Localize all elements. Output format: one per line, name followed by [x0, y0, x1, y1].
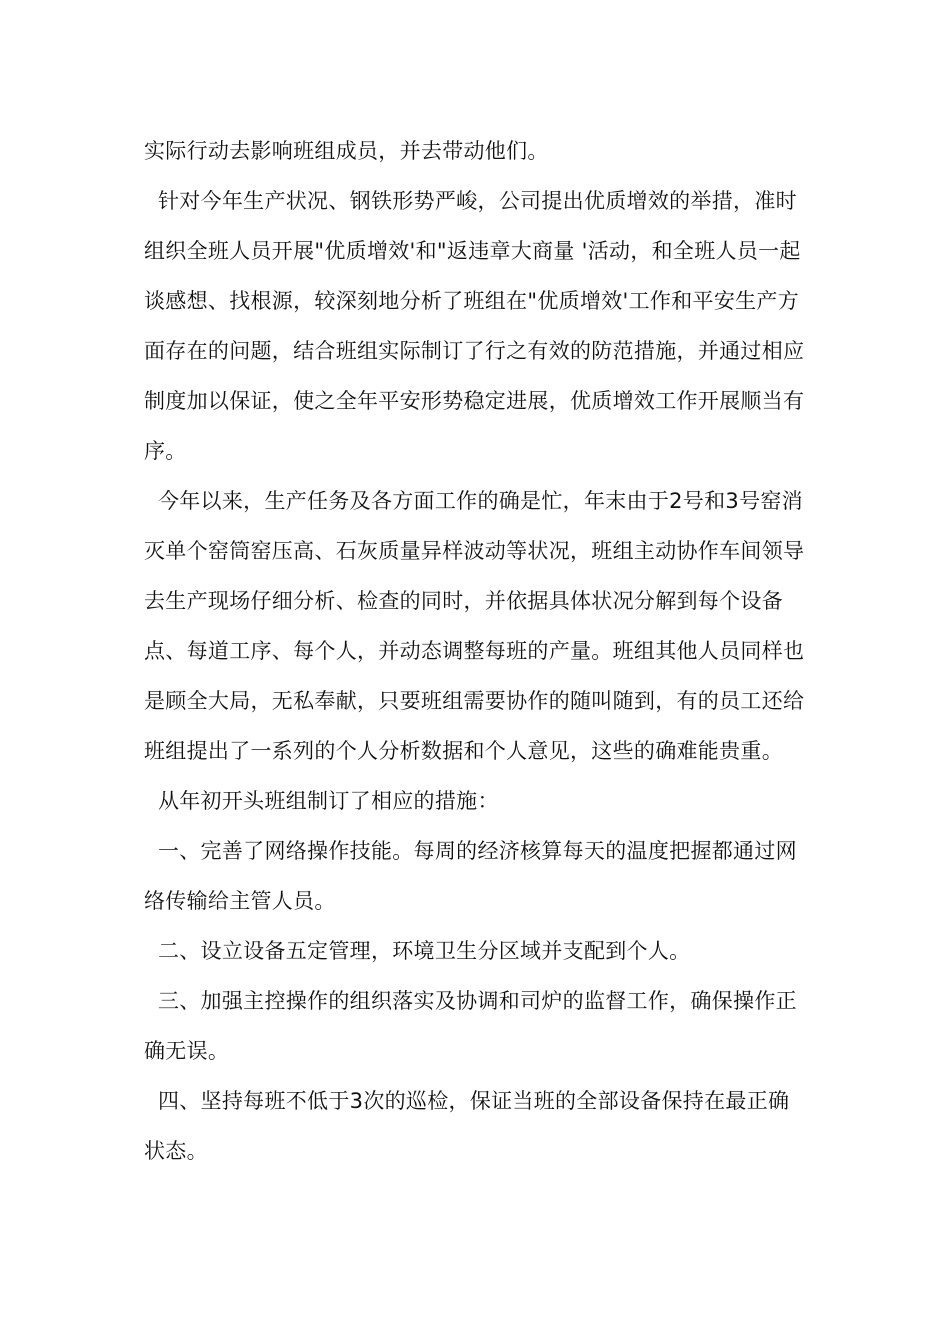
paragraph-7: 三、加强主控操作的组织落实及协调和司炉的监督工作，确保操作正确无误。: [144, 989, 797, 1063]
paragraph-8: 四、坚持每班不低于3次的巡检，保证当班的全部设备保持在最正确状态。: [144, 1089, 790, 1163]
paragraph-6: 二、设立设备五定管理，环境卫生分区域并支配到个人。: [144, 939, 691, 963]
document-body: [144, 126, 809, 1176]
paragraph-1: 实际行动去影响班组成员，并去带动他们。: [144, 139, 549, 163]
paragraph-4: 从年初开头班组制订了相应的措施：: [144, 789, 499, 813]
paragraph-2: 针对今年生产状况、钢铁形势严峻，公司提出优质增效的举措，准时组织全班人员开展"优质增效'和"返违章大商量 '活动，和全班人员一起谈感想、找根源，较深刻地分析了班组在"优质增效'工作和平安生产方面存在的问题，结合班组实际制订了行之有效的防范措施，并通过相应制度加以保证，使之全年平安形势稳定进展，优质增效工作开展顺当有序。: [144, 189, 805, 463]
paragraph-5: 一、完善了网络操作技能。每周的经济核算每天的温度把握都通过网络传输给主管人员。: [144, 839, 797, 913]
paragraph-3: 今年以来，生产任务及各方面工作的确是忙，年末由于2号和3号窑消灭单个窑筒窑压高、石灰质量异样波动等状况，班组主动协作车间领导去生产现场仔细分析、检查的同时，并依据具体状况分解到每个设备点、每道工序、每个人，并动态调整每班的产量。班组其他人员同样也是顾全大局，无私奉献，只要班组需要协作的随叫随到，有的员工还给班组提出了一系列的个人分析数据和个人意见，这些的确难能贵重。: [144, 489, 805, 763]
